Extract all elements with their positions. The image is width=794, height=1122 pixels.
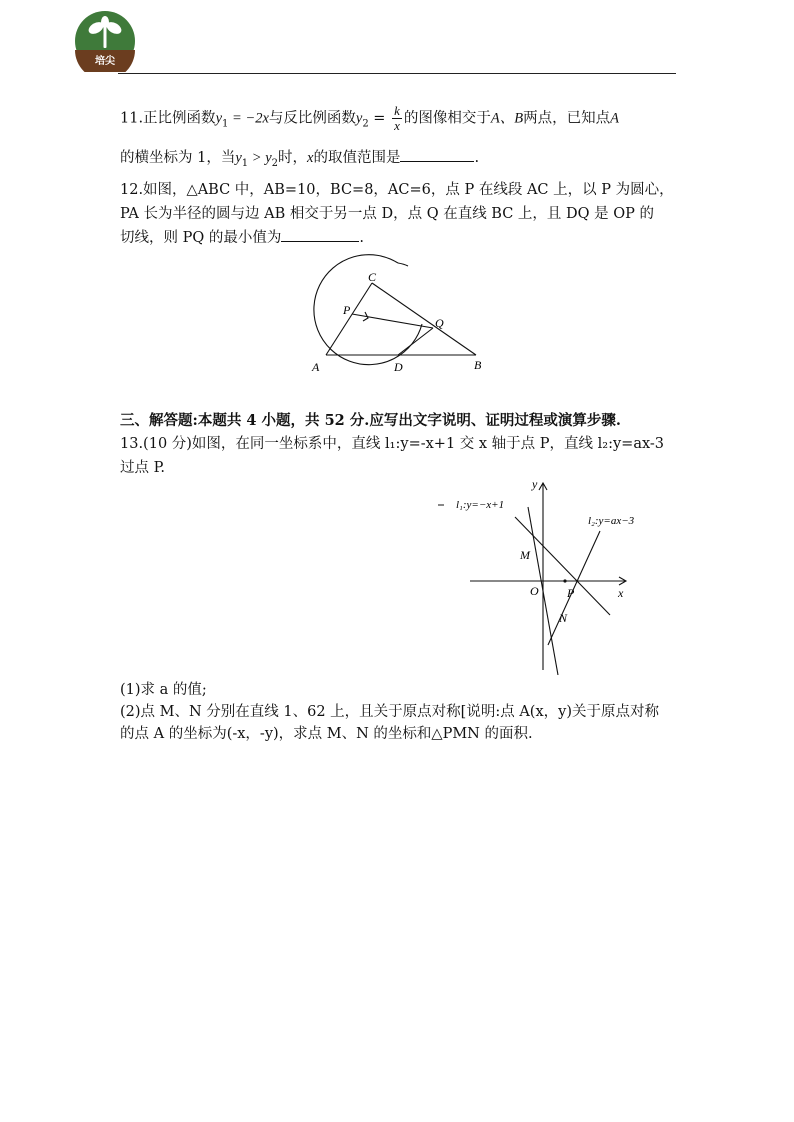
label-m: M (520, 548, 530, 562)
q13-line1: 13.(10 分)如图，在同一坐标系中，直线 l₁:y=-x+1 交 x 轴于点 P，直线 l₂:y=ax-3 (120, 436, 665, 452)
segment-dq (398, 328, 433, 355)
q13-part2-line2: 的点 A 的坐标为(-x，-y)，求点 M、N 的坐标和△PMN 的面积. (120, 726, 533, 742)
label-x-axis: x (618, 586, 624, 600)
q11-line1: 11.正比例函数$y_1 = -2x$与反比例函数$y_2$ = $\frac{k}{x}$ 的图像相交于A、B两点，已知点A (120, 103, 619, 133)
q12-geometry-figure (290, 248, 500, 378)
label-origin: O (530, 584, 539, 598)
q13-line2: 过点 P. (120, 460, 166, 476)
header-rule (118, 73, 676, 74)
fraction-k-over-x: $\frac{k}{x}$ (394, 103, 400, 133)
circle-top-tick (398, 263, 408, 266)
label-a: A (312, 360, 320, 374)
brand-logo (74, 10, 136, 72)
label-l2: l₂:y=ax−3 (588, 515, 635, 527)
q12-line2: PA 长为半径的圆与边 AB 相交于另一点 D，点 Q 在直线 BC 上，且 DQ 是 OP 的 (120, 206, 655, 222)
answer-blank-q12 (281, 227, 359, 242)
segment-cb (372, 283, 476, 355)
label-n: N (559, 611, 568, 625)
label-y-axis: y (532, 477, 538, 491)
label-d: D (394, 360, 403, 374)
q13-coordinate-figure (430, 475, 660, 675)
q12-line3: 切线，则 PQ 的最小值为 . (120, 226, 680, 251)
q13-part1: (1)求 a 的值; (120, 682, 207, 698)
q13-part2-line1: (2)点 M、N 分别在直线 1、62 上，且关于原点对称[说明:点 A(x，y)关于原点对称 (120, 704, 659, 720)
label-l1: l₁:y=−x+1 (456, 499, 505, 511)
label-p: P (343, 303, 351, 317)
q11-line2: 的横坐标为 1，当$y_1 > y_2$时，x的取值范围是 . (120, 146, 680, 176)
section3-title: 三、解答题:本题共 4 小题，共 52 分.应写出文字说明、证明过程或演算步骤. (120, 412, 621, 429)
q12-line1: 12.如图，△ABC 中，AB=10，BC=8，AC=6，点 P 在线段 AC 上，以 P 为圆心， (120, 182, 674, 198)
label-c: C (368, 270, 377, 284)
label-b: B (474, 358, 482, 372)
label-q: Q (435, 316, 444, 330)
segment-pq (352, 314, 433, 328)
point-p (563, 579, 566, 582)
segment-ac (326, 283, 372, 355)
logo-text: 培尖 (95, 56, 115, 67)
label-p: P (567, 586, 575, 600)
line-l1 (515, 517, 610, 615)
answer-blank-q11 (400, 147, 474, 162)
